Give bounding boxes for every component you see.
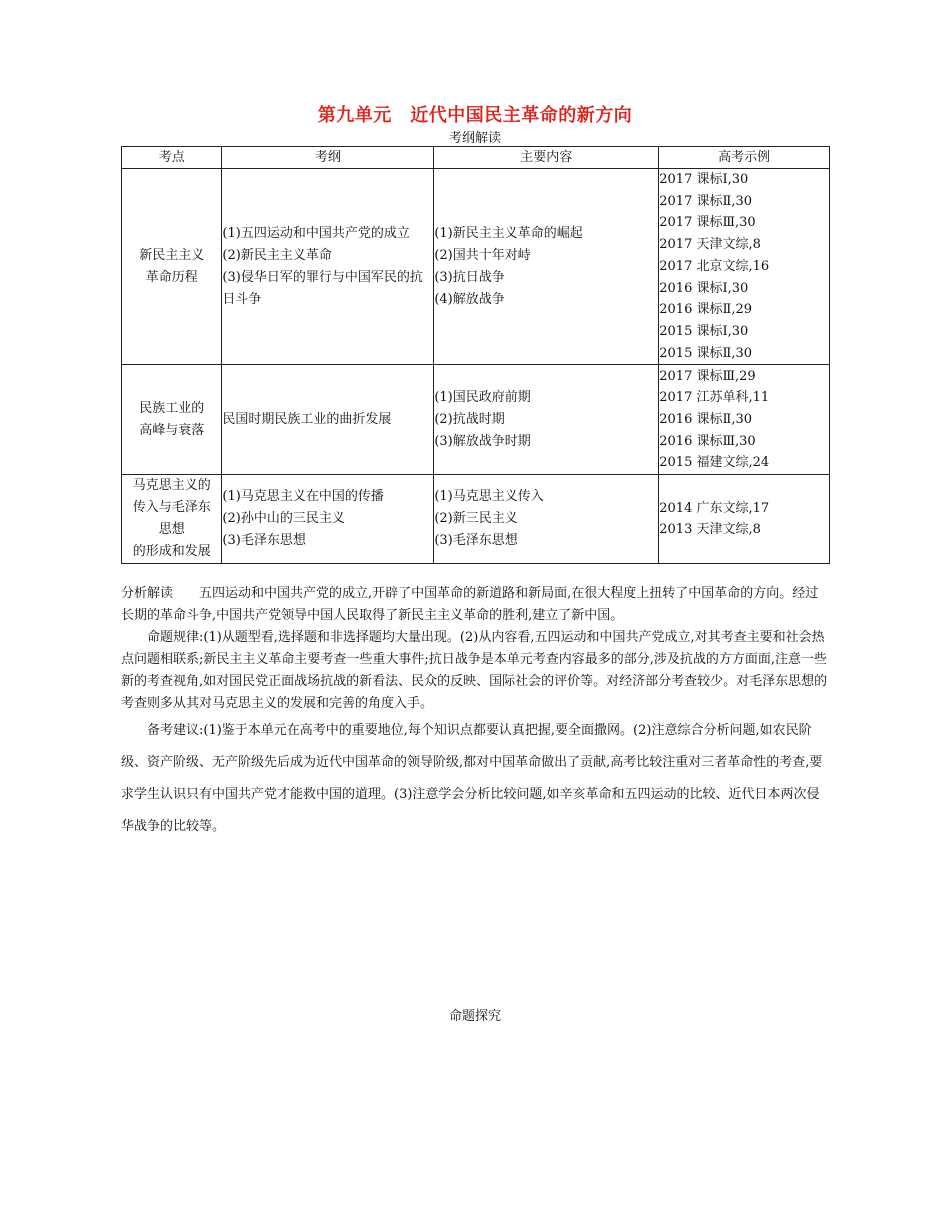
exam-example: 2014 广东文综,17 [659,500,770,516]
table-header-row [122,147,830,169]
text-line: (1)马克思主义传入 [434,489,544,505]
exam-rules-paragraph: 命题规律:(1)从题型看,选择题和非选择题均大量出现。(2)从内容看,五四运动和中国共产党成立,对其考查主要和社会热点问题相联系;新民主主义革命主要考查一些重大事件;抗日战争是本单元考查内容最多的部分,涉及抗战的方方面面,注意一些新的考查视角,如对国民党正面战场抗战的新看法、民众的反映、国际社会的评价等。对经济部分考查较少。对毛泽东思想的考查则多从其对马克思主义的发展和完善的角度入手。 [121,630,828,711]
cell-exam [659,365,830,475]
text-line: 思想 [158,522,185,538]
analysis-label: 分析解读 [121,586,174,601]
text-line: (3)毛泽东思想 [222,533,306,549]
text-line: (1)国民政府前期 [434,389,531,405]
exam-example: 2016 课标Ⅰ,30 [659,280,749,296]
analysis-section [121,583,830,843]
cell-content [434,169,659,365]
header-point: 考点 [122,147,222,169]
exam-example: 2015 课标Ⅱ,30 [659,345,752,361]
analysis-text: 五四运动和中国共产党的成立,开辟了中国革命的新道路和新局面,在很大程度上扭转了中国革命的方向。经过长期的革命斗争,中国共产党领导中国人民取得了新民主主义革命的胜利,建立了新中国。 [121,586,819,623]
text-line: (3)抗日战争 [434,269,505,285]
exam-example: 2016 课标Ⅲ,30 [659,433,756,449]
text-line: (2)新民主主义革命 [222,247,332,263]
cell-content [434,365,659,475]
exam-advice-paragraph: 备考建议:(1)鉴于本单元在高考中的重要地位,每个知识点都要认真把握,要全面撒网。(2)注意综合分析问题,如农民阶级、资产阶级、无产阶级先后成为近代中国革命的领导阶级,都对中国革命做出了贡献,高考比较注重对三者革命性的考查,要求学生认识只有中国共产党才能救中国的道理。(3)注意学会分析比较问题,如辛亥革命和五四运动的比较、近代日本两次侵华战争的比较等。 [121,723,823,834]
cell-outline [222,475,434,564]
cell-point [122,365,222,475]
exam-example: 2017 课标Ⅲ,30 [659,215,756,231]
section-heading-exam-research: 命题探究 [448,1009,501,1024]
exam-example: 2017 课标Ⅲ,29 [659,368,756,384]
text-line: (2)新三民主义 [434,511,518,527]
exam-example: 2017 课标Ⅱ,30 [659,193,752,209]
exam-example: 2015 福建文综,24 [659,455,770,471]
text-line: (1)五四运动和中国共产党的成立 [222,225,410,241]
text-line: (1)新民主主义革命的崛起 [434,225,583,241]
page-title: 第九单元 近代中国民主革命的新方向 [317,105,633,126]
text-line: 高峰与衰落 [139,422,205,438]
cell-outline [222,365,434,475]
text-line: (4)解放战争 [434,291,505,307]
text-line: 民国时期民族工业的曲折发展 [222,411,392,427]
text-line: (3)侵华日军的罪行与中国军民的抗日斗争 [222,269,423,307]
table-row [122,169,830,365]
text-line: (3)解放战争时期 [434,433,531,449]
text-line: 革命历程 [145,269,198,285]
text-line: 传入与毛泽东 [132,500,211,516]
text-line: (2)孙中山的三民主义 [222,511,345,527]
table-row [122,365,830,475]
header-content: 主要内容 [434,147,659,169]
text-line: (3)毛泽东思想 [434,533,518,549]
cell-point [122,475,222,564]
cell-outline [222,169,434,365]
text-line: 民族工业的 [139,400,205,416]
text-line: (1)马克思主义在中国的传播 [222,489,384,505]
analysis-paragraph [121,583,830,627]
exam-example: 2015 课标Ⅰ,30 [659,323,749,339]
text-line: 新民主主义 [139,247,205,263]
text-line: (2)抗战时期 [434,411,505,427]
exam-example: 2013 天津文综,8 [659,522,761,538]
text-line: 的形成和发展 [132,544,211,560]
header-outline: 考纲 [222,147,434,169]
exam-example: 2017 江苏单科,11 [659,390,770,406]
table-row [122,475,830,564]
syllabus-table [121,146,830,564]
exam-example: 2017 天津文综,8 [659,237,761,253]
exam-example: 2016 课标Ⅱ,29 [659,302,752,318]
header-exam: 高考示例 [659,147,830,169]
cell-content [434,475,659,564]
cell-exam [659,475,830,564]
exam-example: 2017 课标Ⅰ,30 [659,172,749,187]
exam-example: 2016 课标Ⅱ,30 [659,411,752,427]
cell-point [122,169,222,365]
text-line: (2)国共十年对峙 [434,247,531,263]
exam-example: 2017 北京文综,16 [659,258,770,274]
cell-exam [659,169,830,365]
section-subtitle: 考纲解读 [448,131,501,146]
text-line: 马克思主义的 [132,478,211,494]
